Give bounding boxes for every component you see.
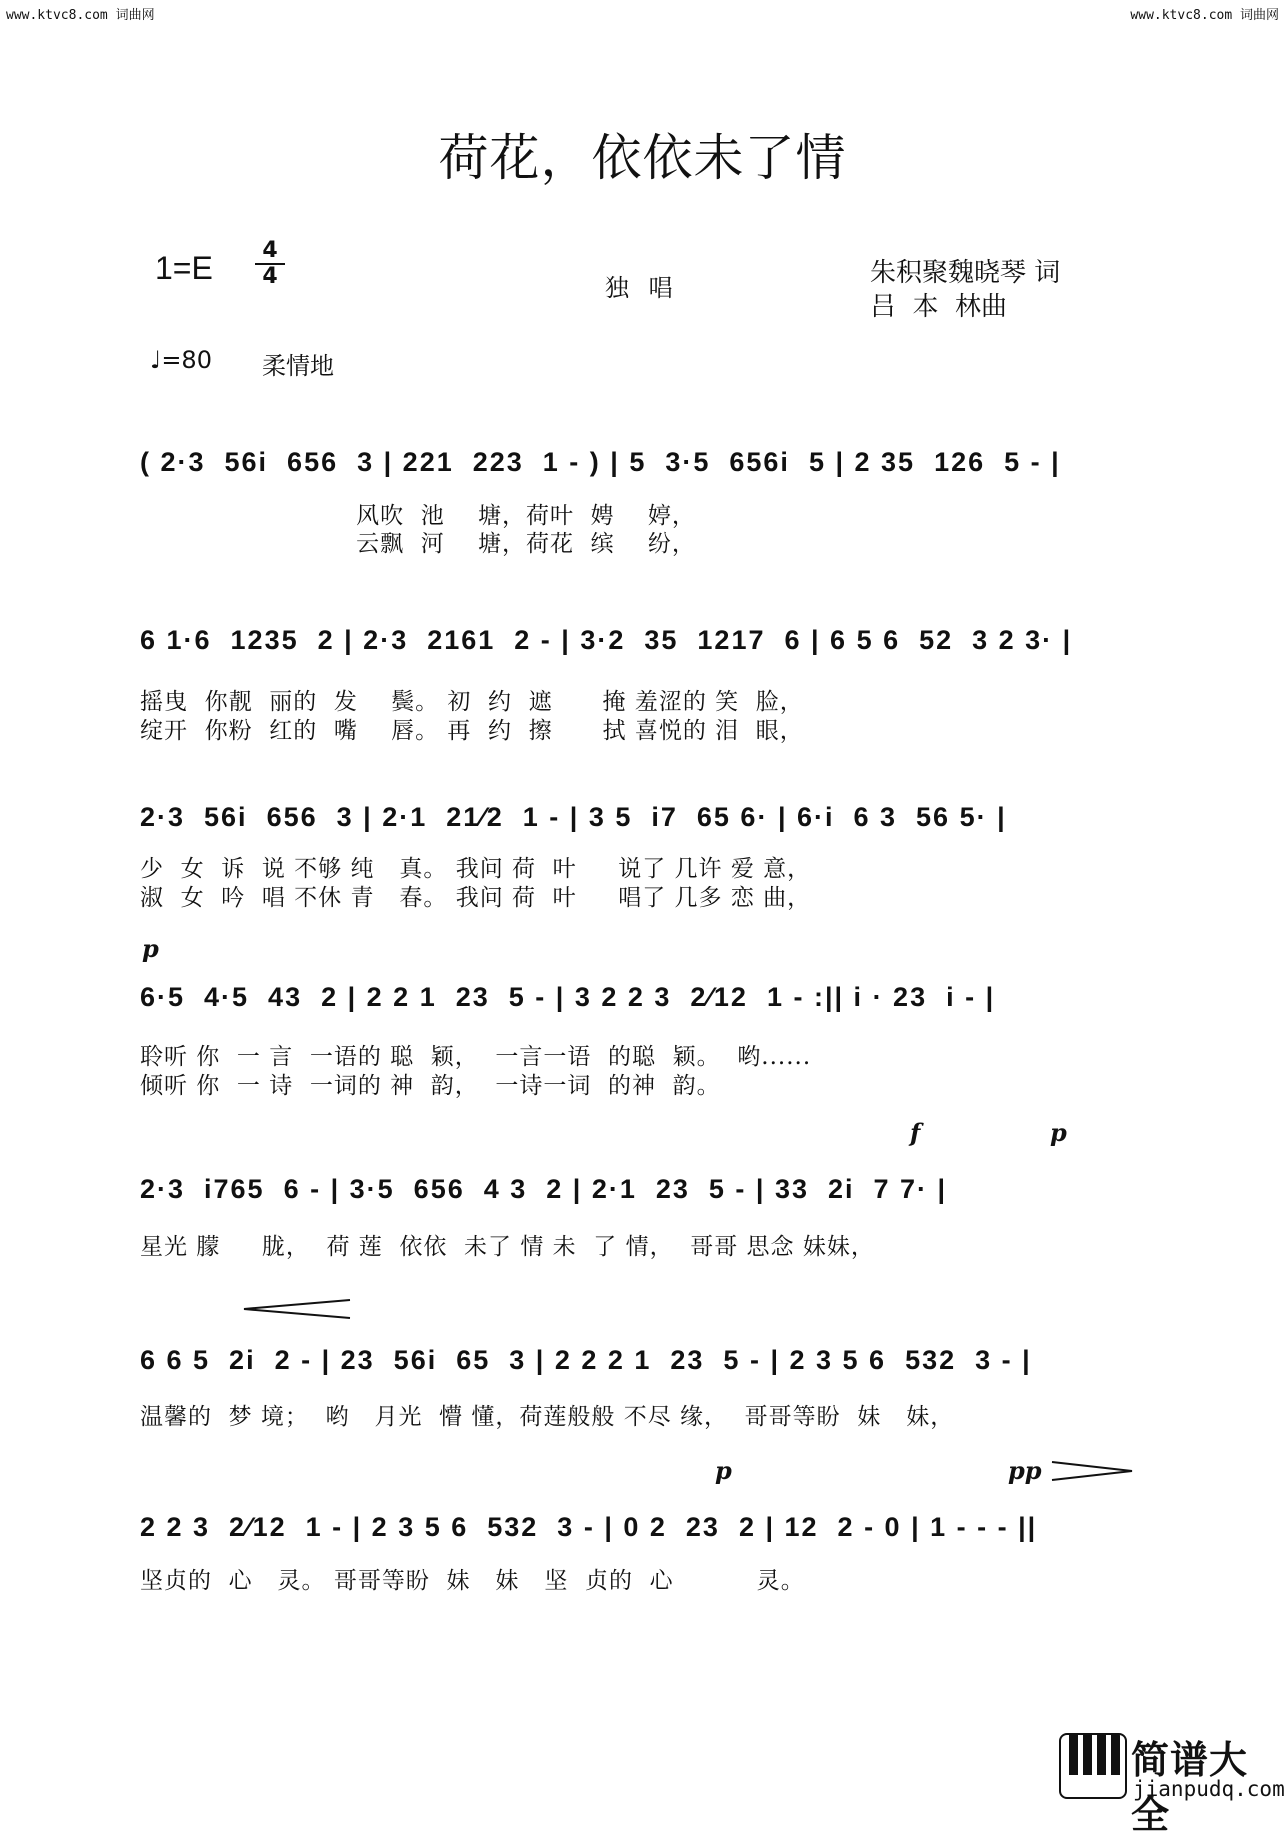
lyrics-line: 星光 朦 胧， 荷 莲 依依 未了 情 未 了 情， 哥哥 思念 妹妹， [140, 1234, 875, 1260]
piano-keys-icon [1059, 1733, 1127, 1799]
lyrics-line: 绽开 你粉 红的 嘴 唇。 再 约 擦 拭 喜悦的 泪 眼， [140, 718, 804, 744]
performance-type: 独 唱 [605, 274, 679, 302]
lyrics-line: 淑 女 吟 唱 不休 青 春。 我问 荷 叶 唱了 几多 恋 曲， [140, 885, 812, 911]
key-signature: 1=E [155, 250, 213, 286]
lyricist-credit: 朱积聚魏晓琴 词 [870, 258, 1061, 288]
lyrics-line: 摇曳 你靓 丽的 发 鬓。 初 约 遮 掩 羞涩的 笑 脸， [140, 689, 804, 715]
score-notes: 2·3 56i 656 3 | 2·1 21⁄2 1 - | 3 5 i7 65 6· | 6·i 6 3 56 5· | [140, 802, 1007, 832]
score-notes: 6·5 4·5 43 2 | 2 2 1 23 5 - | 3 2 2 3 2⁄12 1 - :|| i · 23 i - | [140, 982, 996, 1012]
site-label-right: www.ktvc8.com 词曲网 [1130, 8, 1279, 23]
dynamic-marking: pp [1008, 1456, 1042, 1485]
decrescendo-hairpin [1048, 1458, 1138, 1484]
time-signature-top: 4 [262, 238, 278, 263]
dynamic-marking: p [142, 934, 159, 963]
lyrics-line: 云飘 河 塘，荷花 缤 纷， [140, 531, 696, 557]
lyrics-line: 聆听 你 一 言 一语的 聪 颖， 一言一语 的聪 颖。 哟...... [140, 1044, 812, 1070]
tempo-marking: ♩=80 [150, 346, 212, 374]
expression-marking: 柔情地 [262, 352, 334, 380]
footer-url: jianpudq.com [1133, 1777, 1285, 1801]
lyrics-line: 倾听 你 一 诗 一词的 神 韵， 一诗一词 的神 韵。 [140, 1073, 721, 1099]
lyrics-line: 坚贞的 心 灵。 哥哥等盼 妹 妹 坚 贞的 心 灵。 [140, 1568, 805, 1594]
dynamic-marking: p [1050, 1118, 1067, 1147]
time-signature [255, 240, 285, 288]
score-notes: 2·3 i765 6 - | 3·5 656 4 3 2 | 2·1 23 5 - | 33 2i 7 7· | [140, 1174, 948, 1204]
crescendo-hairpin [240, 1296, 360, 1322]
song-title: 荷花，依依未了情 [438, 129, 847, 187]
lyrics-line: 少 女 诉 说 不够 纯 真。 我问 荷 叶 说了 几许 爱 意， [140, 856, 812, 882]
dynamic-marking: p [715, 1456, 732, 1485]
dynamic-marking: f [910, 1118, 921, 1147]
site-label-left: www.ktvc8.com 词曲网 [6, 8, 155, 23]
score-notes: 2 2 3 2⁄12 1 - | 2 3 5 6 532 3 - | 0 2 23 2 | 12 2 - 0 | 1 - - - || [140, 1512, 1038, 1542]
footer-brand: 简谱大全 [1131, 1738, 1249, 1837]
score-notes: 6 1·6 1235 2 | 2·3 2161 2 - | 3·2 35 1217 6 | 6 5 6 52 3 2 3· | [140, 625, 1073, 655]
lyrics-line: 风吹 池 塘，荷叶 娉 婷， [140, 503, 696, 529]
footer-logo [1059, 1727, 1285, 1837]
lyrics-line: 温馨的 梦 境； 哟 月光 懵 懂，荷莲般般 不尽 缘， 哥哥等盼 妹 妹， [140, 1404, 955, 1430]
composer-credit: 吕 本 林曲 [870, 292, 1008, 322]
score-notes: ( 2·3 56i 656 3 | 221 223 1 - ) | 5 3·5 656i 5 | 2 35 126 5 - | [140, 447, 1061, 477]
time-signature-bottom: 4 [262, 264, 278, 289]
score-notes: 6 6 5 2i 2 - | 23 56i 65 3 | 2 2 2 1 23 5 - | 2 3 5 6 532 3 - | [140, 1345, 1032, 1375]
